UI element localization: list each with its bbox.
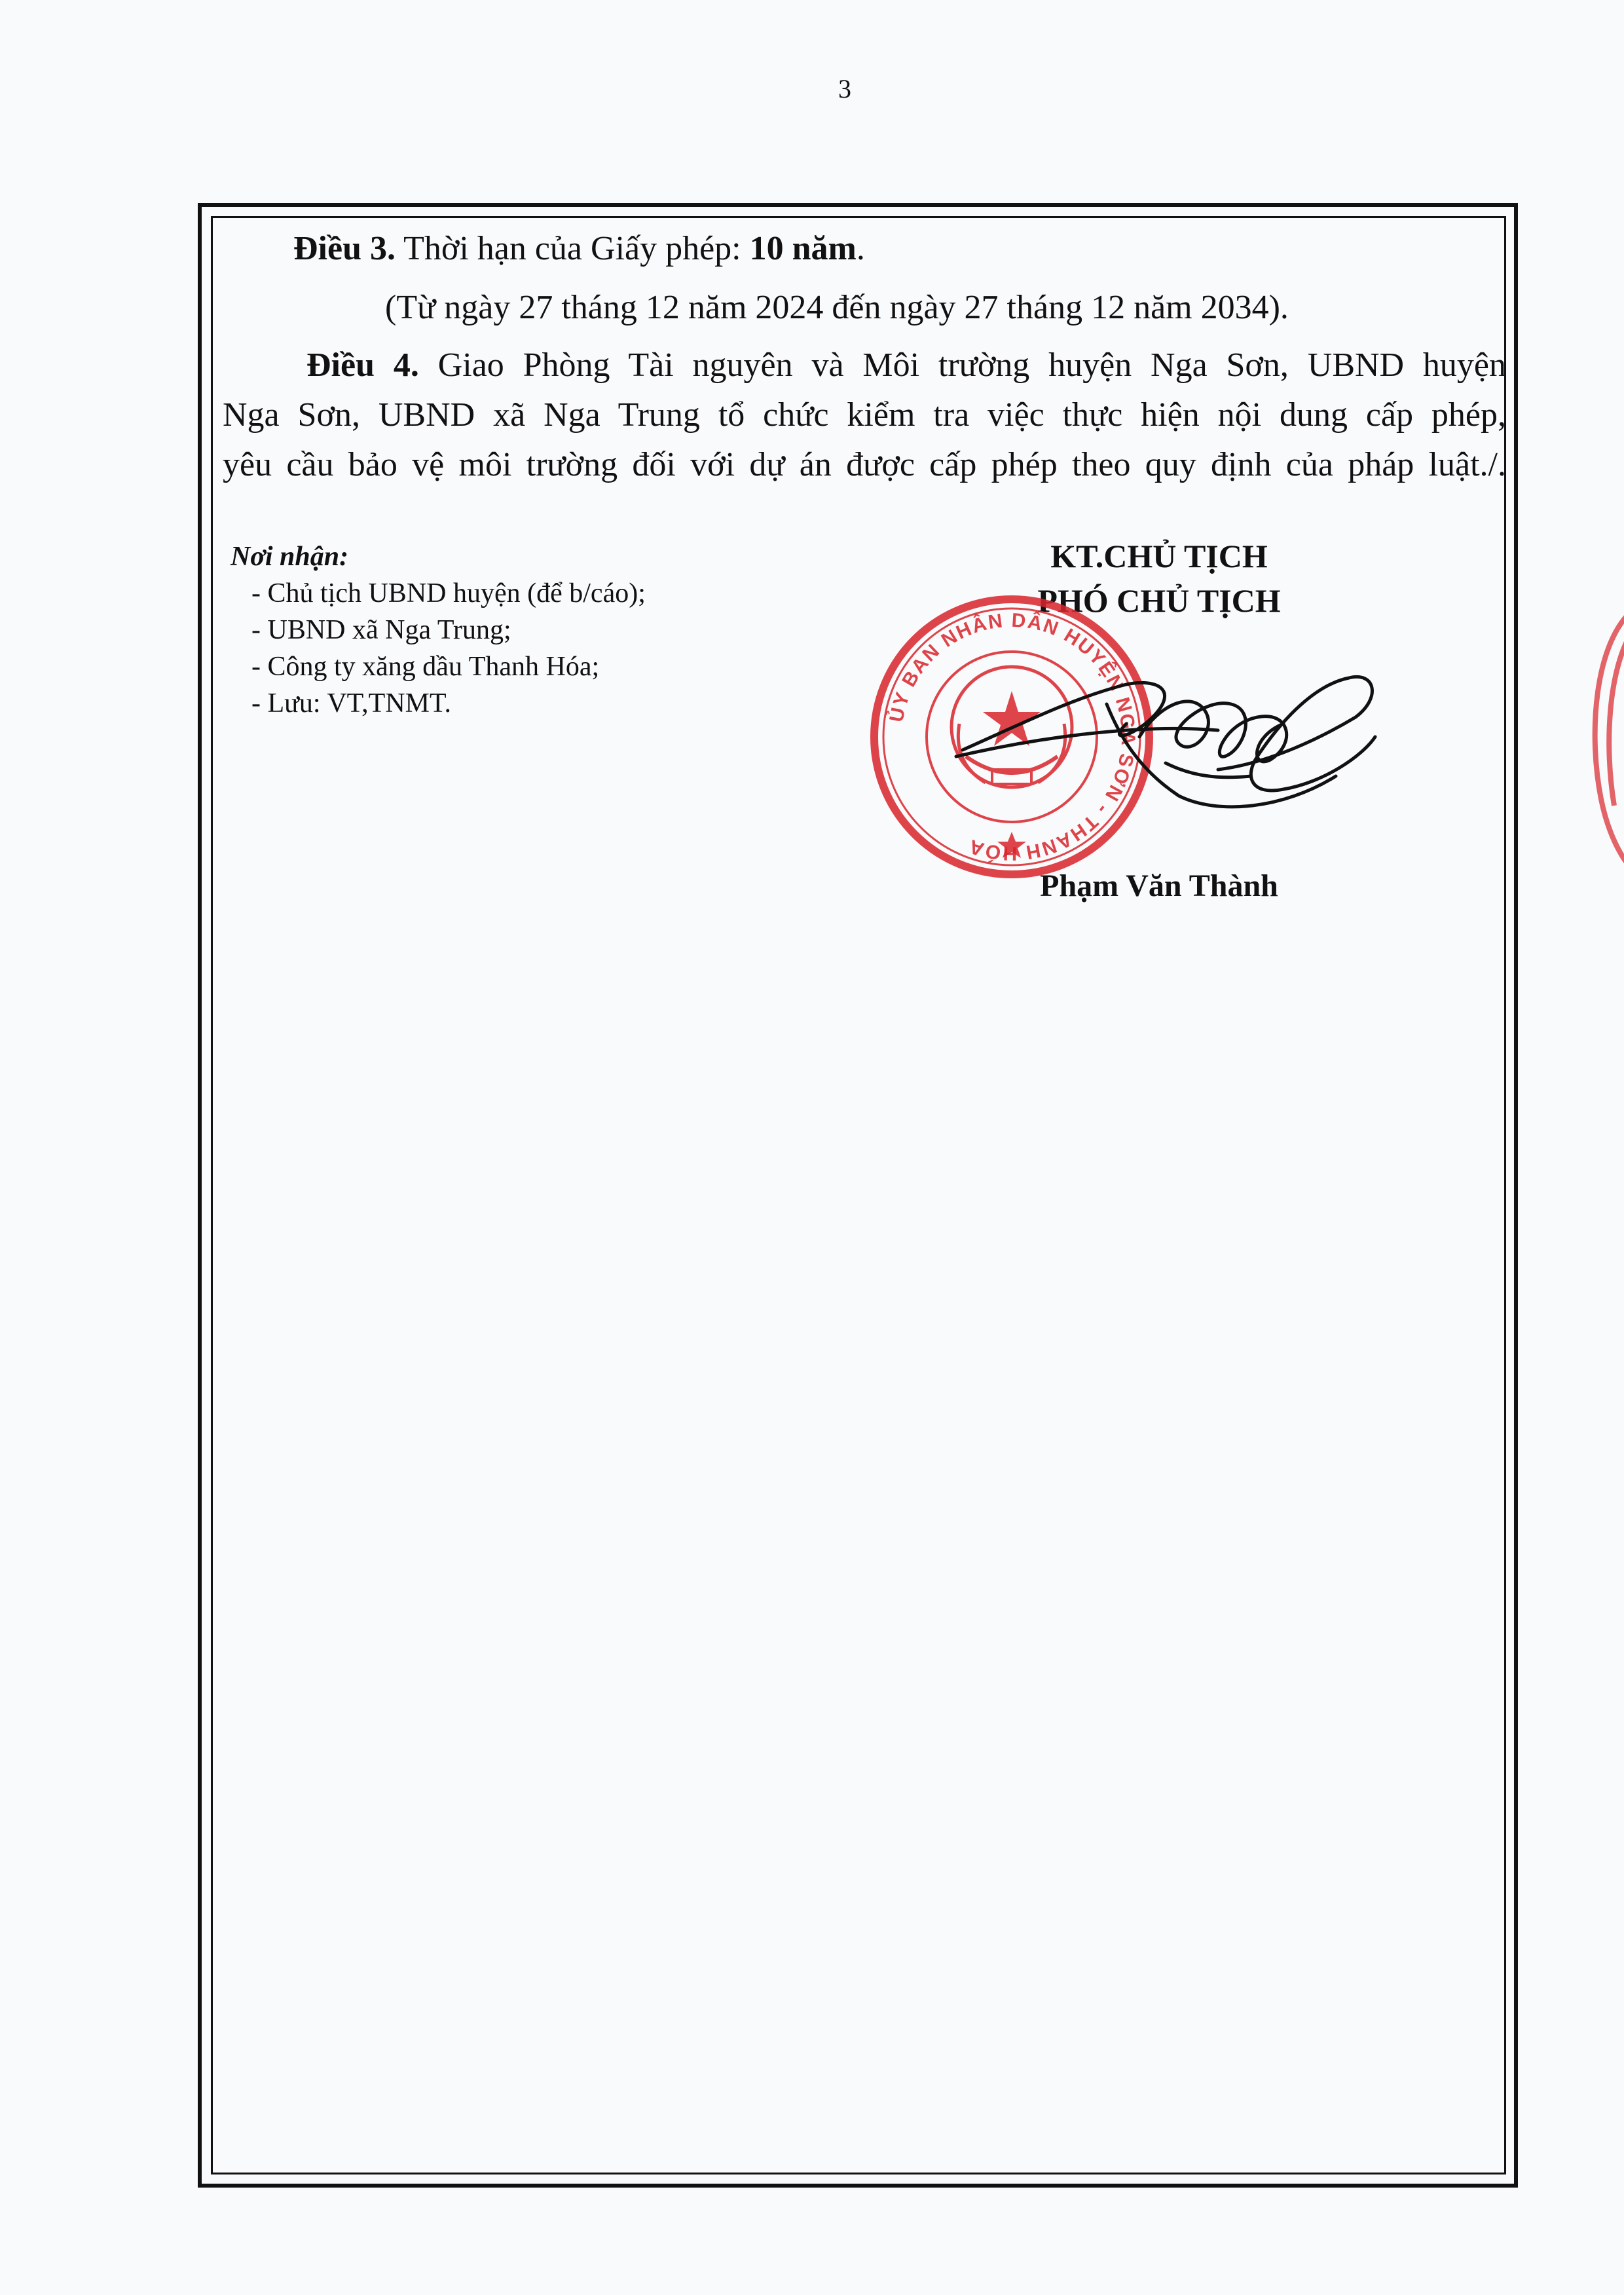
edge-stamp-fragment — [1581, 603, 1624, 878]
signature-title-1: KT.CHỦ TỊCH — [1050, 538, 1268, 574]
article-4-label: Điều 4. — [306, 346, 419, 384]
article-4-line-2: Nga Sơn, UBND xã Nga Trung tổ chức kiểm tra việc thực hiện nội dung cấp phép, — [223, 396, 1506, 434]
recipient-item: - UBND xã Nga Trung; — [251, 615, 511, 645]
recipients-block — [231, 538, 646, 722]
recipient-item: - Công ty xăng dầu Thanh Hóa; — [251, 652, 600, 682]
page-number: 3 — [838, 74, 851, 103]
recipient-item: - Lưu: VT,TNMT. — [251, 688, 452, 718]
recipient-item: - Chủ tịch UBND huyện (để b/cáo); — [251, 578, 646, 608]
article-3-duration: 10 năm — [749, 230, 857, 267]
article-3-label: Điều 3. — [293, 230, 396, 267]
handwritten-signature — [943, 645, 1388, 829]
stamp-text: ỦY BAN NHÂN DÂN HUYỆN NGA SƠN - THANH HÓA — [885, 609, 1139, 865]
signer-name: Phạm Văn Thành — [1040, 868, 1278, 903]
signature-title-2: PHÓ CHỦ TỊCH — [1037, 582, 1281, 619]
article-4-line-1: Giao Phòng Tài nguyên và Môi trường huyện Nga Sơn, UBND huyện — [437, 346, 1507, 384]
article-3-period: (Từ ngày 27 tháng 12 năm 2024 đến ngày 27 tháng 12 năm 2034). — [385, 289, 1289, 326]
document-border-inner — [211, 216, 1506, 2174]
recipients-title: Nơi nhận: — [231, 542, 349, 572]
article-3-text: Thời hạn của Giấy phép: — [403, 230, 741, 267]
article-4-line-3: yêu cầu bảo vệ môi trường đối với dự án được cấp phép theo quy định của pháp luật./. — [223, 446, 1506, 483]
